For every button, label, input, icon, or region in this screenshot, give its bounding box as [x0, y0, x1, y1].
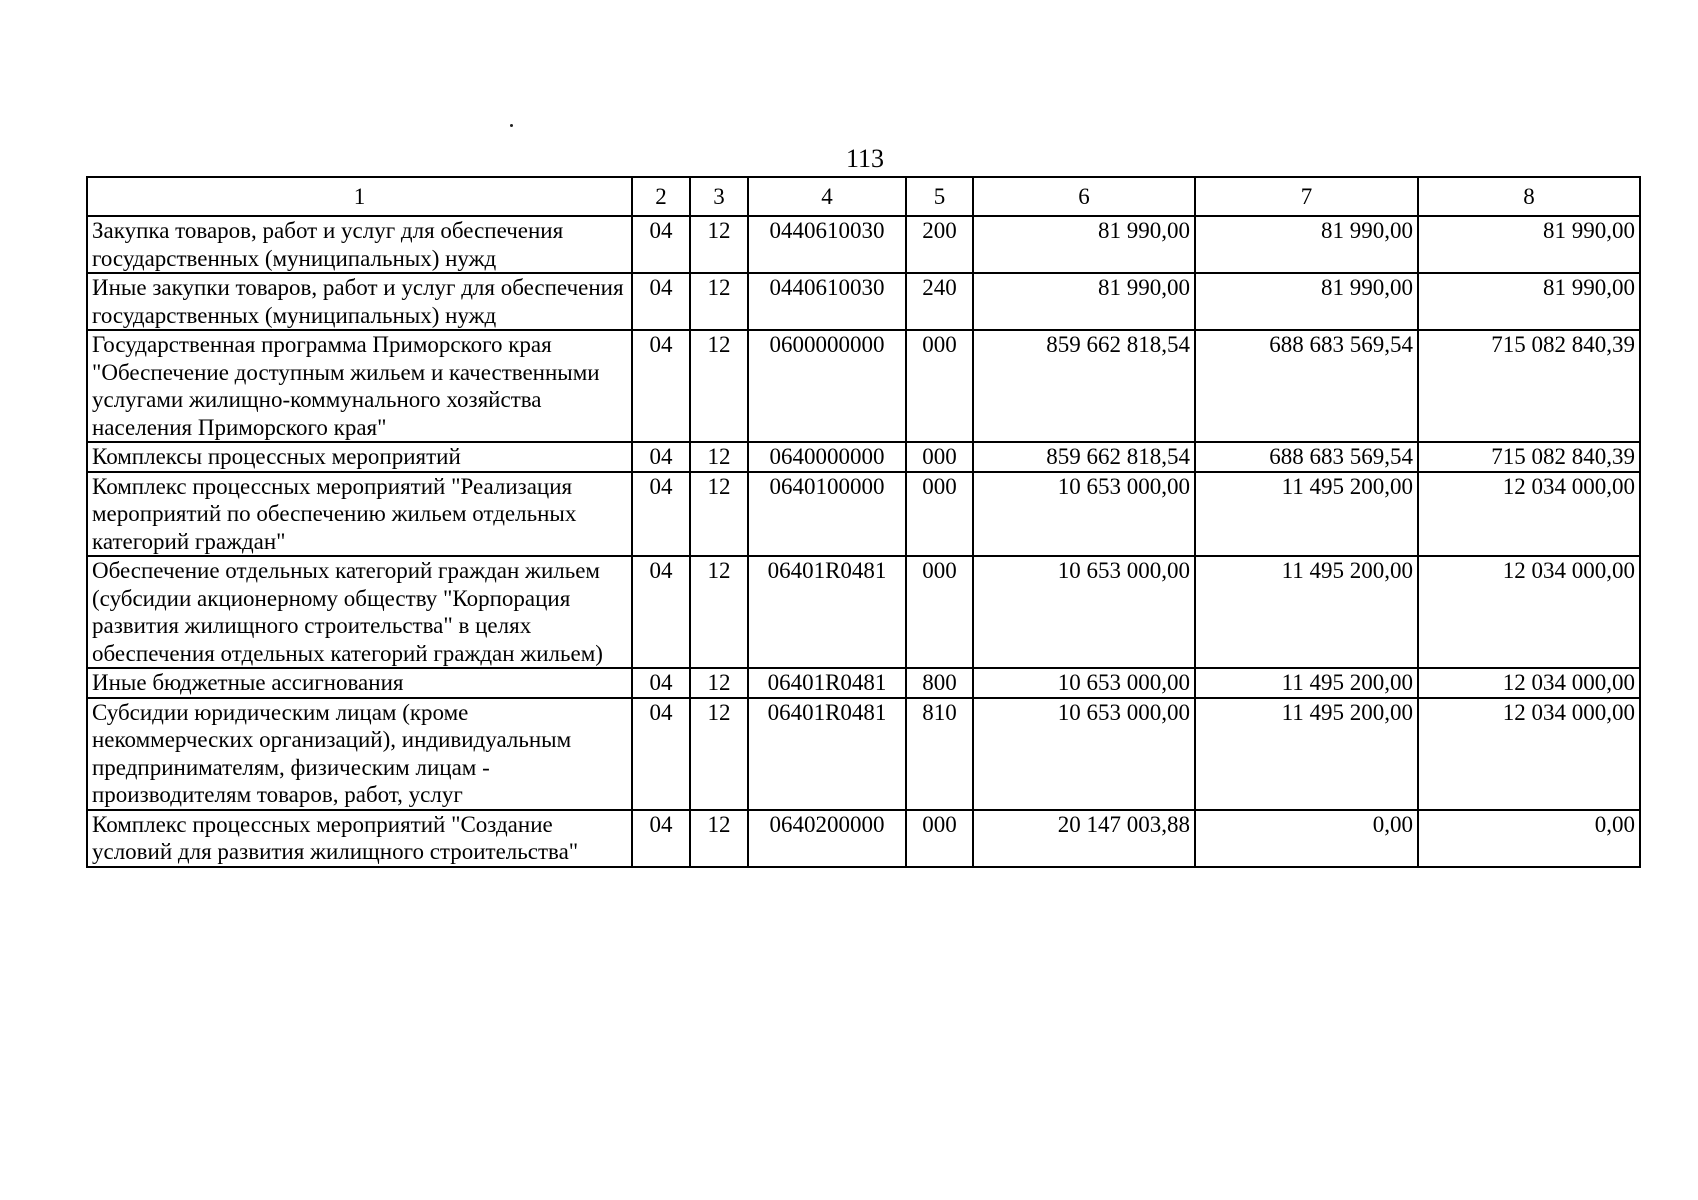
- item-name: Иные бюджетные ассигнования: [87, 668, 632, 698]
- expense-type-code: 000: [906, 472, 973, 557]
- section-code: 04: [632, 273, 690, 330]
- subsection-code: 12: [690, 216, 748, 273]
- target-article-code: 0640200000: [748, 810, 906, 867]
- column-header: 2: [632, 177, 690, 216]
- item-name: Иные закупки товаров, работ и услуг для обеспечения государственных (муниципальных) нужд: [87, 273, 632, 330]
- subsection-code: 12: [690, 442, 748, 472]
- expense-type-code: 240: [906, 273, 973, 330]
- amount-col6: 81 990,00: [973, 273, 1195, 330]
- amount-col6: 20 147 003,88: [973, 810, 1195, 867]
- item-name: Комплексы процессных мероприятий: [87, 442, 632, 472]
- item-name: Субсидии юридическим лицам (кроме некоммерческих организаций), индивидуальным предпринимателям, физическим лицам - производителям товаров, работ, услуг: [87, 698, 632, 810]
- amount-col8: 715 082 840,39: [1418, 330, 1640, 442]
- column-header: 7: [1195, 177, 1418, 216]
- amount-col7: 0,00: [1195, 810, 1418, 867]
- budget-table: [86, 176, 1641, 868]
- scan-speck: [510, 124, 513, 127]
- target-article-code: 0440610030: [748, 216, 906, 273]
- amount-col8: 12 034 000,00: [1418, 698, 1640, 810]
- amount-col7: 81 990,00: [1195, 216, 1418, 273]
- amount-col8: 715 082 840,39: [1418, 442, 1640, 472]
- table-row: [87, 698, 1640, 810]
- amount-col7: 81 990,00: [1195, 273, 1418, 330]
- table-row: [87, 273, 1640, 330]
- column-header: 1: [87, 177, 632, 216]
- target-article-code: 06401R0481: [748, 698, 906, 810]
- column-header: 5: [906, 177, 973, 216]
- subsection-code: 12: [690, 810, 748, 867]
- item-name: Обеспечение отдельных категорий граждан жильем (субсидии акционерному обществу "Корпорация развития жилищного строительства" в целях обеспечения отдельных категорий граждан жильем): [87, 556, 632, 668]
- item-name: Комплекс процессных мероприятий "Реализация мероприятий по обеспечению жильем отдельных категорий граждан": [87, 472, 632, 557]
- subsection-code: 12: [690, 472, 748, 557]
- table-row: [87, 556, 1640, 668]
- column-header: 6: [973, 177, 1195, 216]
- section-code: 04: [632, 556, 690, 668]
- column-header: 8: [1418, 177, 1640, 216]
- expense-type-code: 000: [906, 810, 973, 867]
- amount-col8: 81 990,00: [1418, 216, 1640, 273]
- target-article-code: 0440610030: [748, 273, 906, 330]
- amount-col7: 688 683 569,54: [1195, 330, 1418, 442]
- item-name: Закупка товаров, работ и услуг для обеспечения государственных (муниципальных) нужд: [87, 216, 632, 273]
- section-code: 04: [632, 472, 690, 557]
- section-code: 04: [632, 330, 690, 442]
- amount-col7: 11 495 200,00: [1195, 472, 1418, 557]
- amount-col8: 0,00: [1418, 810, 1640, 867]
- section-code: 04: [632, 810, 690, 867]
- page-number: 113: [845, 144, 885, 173]
- amount-col8: 12 034 000,00: [1418, 668, 1640, 698]
- table-row: [87, 330, 1640, 442]
- amount-col6: 10 653 000,00: [973, 668, 1195, 698]
- target-article-code: 0640000000: [748, 442, 906, 472]
- subsection-code: 12: [690, 668, 748, 698]
- section-code: 04: [632, 216, 690, 273]
- expense-type-code: 800: [906, 668, 973, 698]
- amount-col8: 12 034 000,00: [1418, 472, 1640, 557]
- amount-col7: 11 495 200,00: [1195, 556, 1418, 668]
- section-code: 04: [632, 668, 690, 698]
- expense-type-code: 000: [906, 556, 973, 668]
- header-row: [87, 177, 1640, 216]
- amount-col6: 859 662 818,54: [973, 442, 1195, 472]
- item-name: Комплекс процессных мероприятий "Создание условий для развития жилищного строительства": [87, 810, 632, 867]
- subsection-code: 12: [690, 273, 748, 330]
- subsection-code: 12: [690, 330, 748, 442]
- target-article-code: 0640100000: [748, 472, 906, 557]
- amount-col6: 859 662 818,54: [973, 330, 1195, 442]
- target-article-code: 06401R0481: [748, 668, 906, 698]
- table-row: [87, 810, 1640, 867]
- amount-col7: 11 495 200,00: [1195, 668, 1418, 698]
- table-row: [87, 442, 1640, 472]
- expense-type-code: 000: [906, 442, 973, 472]
- column-header: 4: [748, 177, 906, 216]
- section-code: 04: [632, 442, 690, 472]
- target-article-code: 06401R0481: [748, 556, 906, 668]
- expense-type-code: 000: [906, 330, 973, 442]
- table-row: [87, 668, 1640, 698]
- amount-col6: 10 653 000,00: [973, 556, 1195, 668]
- target-article-code: 0600000000: [748, 330, 906, 442]
- expense-type-code: 810: [906, 698, 973, 810]
- amount-col7: 11 495 200,00: [1195, 698, 1418, 810]
- column-header: 3: [690, 177, 748, 216]
- amount-col8: 12 034 000,00: [1418, 556, 1640, 668]
- table-row: [87, 216, 1640, 273]
- expense-type-code: 200: [906, 216, 973, 273]
- table-row: [87, 472, 1640, 557]
- item-name: Государственная программа Приморского края "Обеспечение доступным жильем и качественными услугами жилищно-коммунального хозяйства населения Приморского края": [87, 330, 632, 442]
- amount-col6: 81 990,00: [973, 216, 1195, 273]
- amount-col6: 10 653 000,00: [973, 698, 1195, 810]
- section-code: 04: [632, 698, 690, 810]
- amount-col8: 81 990,00: [1418, 273, 1640, 330]
- subsection-code: 12: [690, 556, 748, 668]
- amount-col7: 688 683 569,54: [1195, 442, 1418, 472]
- amount-col6: 10 653 000,00: [973, 472, 1195, 557]
- subsection-code: 12: [690, 698, 748, 810]
